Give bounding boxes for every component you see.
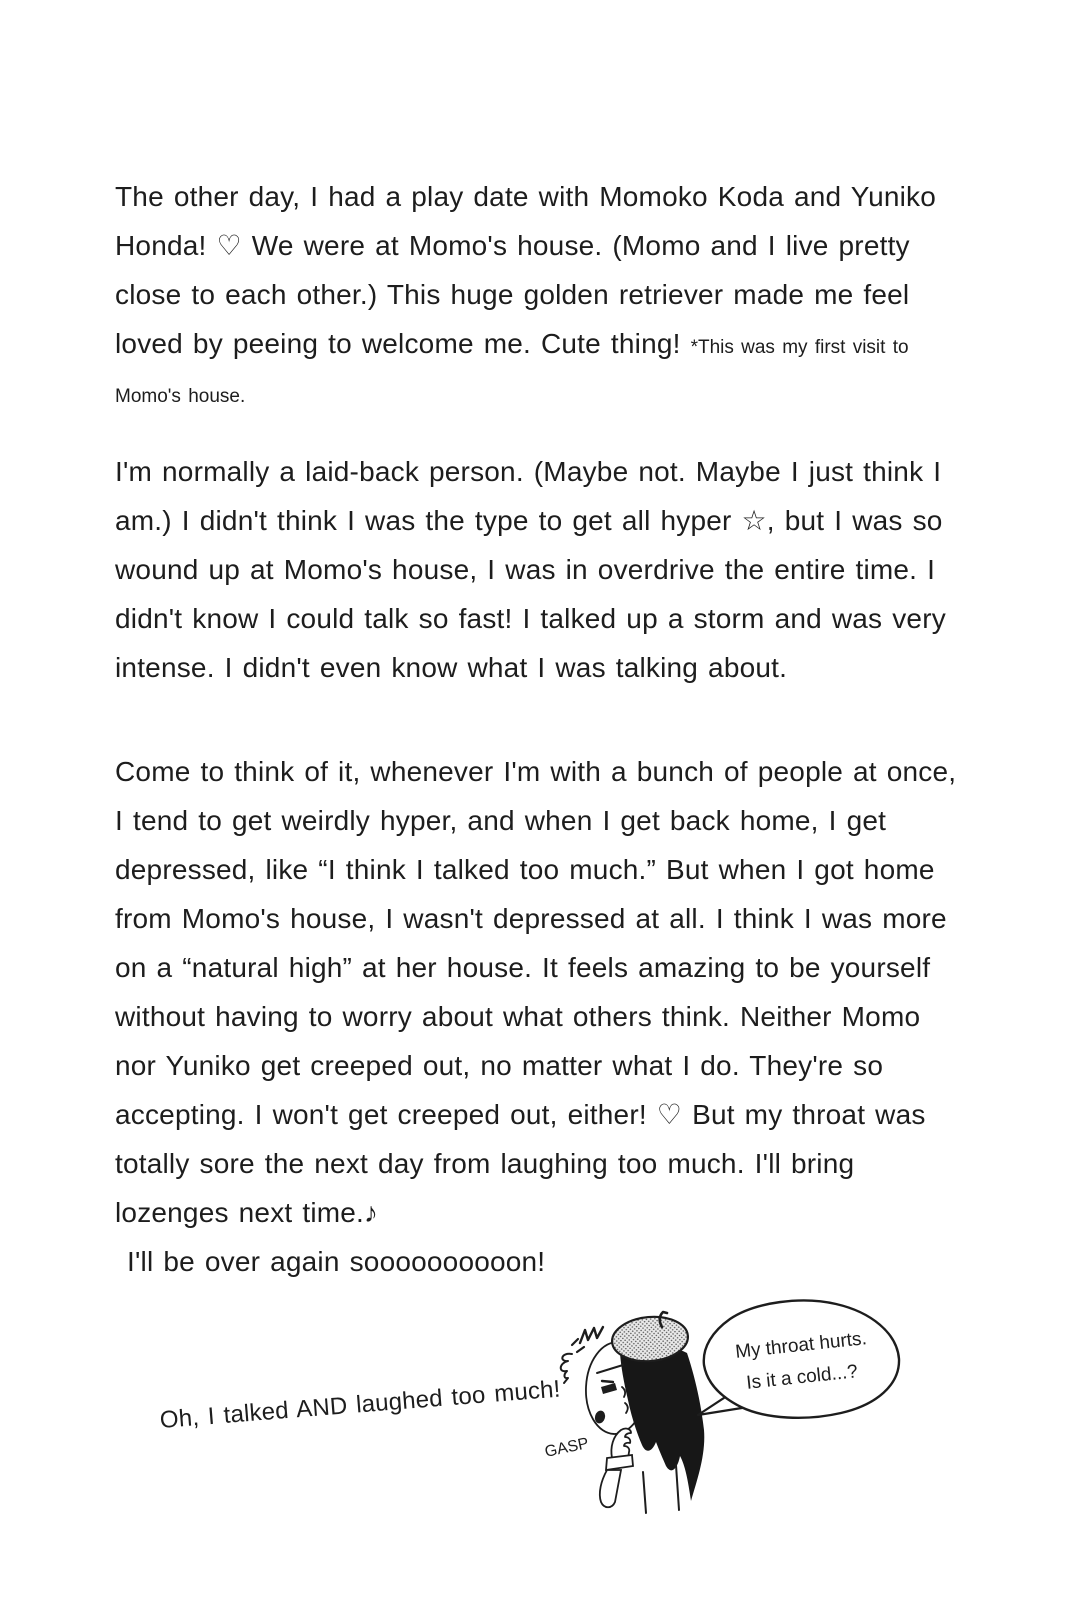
text-line [115,894,956,943]
body-text: intense. I didn't even know what I was talking about. [115,652,788,683]
body-text: accepting. I won't get creeped out, either! ♡ But my throat was [115,1099,926,1130]
text-line [115,221,936,270]
bubble-line-2: Is it a cold...? [745,1361,859,1394]
sleeve-cuff [606,1455,633,1470]
text-line [115,943,956,992]
text-line [115,172,936,221]
girl-illustration [540,1295,920,1540]
body-text: Come to think of it, whenever I'm with a bunch of people at once, [115,756,957,787]
body-text: on a “natural high” at her house. It feels amazing to be yourself [115,952,931,983]
gasp-label: GASP [543,1435,591,1461]
paragraph-laid-back [115,447,946,692]
bubble-line-1: My throat hurts. [734,1328,868,1363]
body-text: totally sore the next day from laughing too much. I'll bring [115,1148,855,1179]
body-text: nor Yuniko get creeped out, no matter what I do. They're so [115,1050,884,1081]
body-text: Honda! ♡ We were at Momo's house. (Momo and I live pretty [115,230,910,261]
text-line [115,447,946,496]
girl-eyelid [602,1381,613,1382]
girl-arm [600,1470,621,1507]
footnote-text: Momo's house. [115,386,246,407]
text-line [115,796,956,845]
text-line [115,1041,956,1090]
speech-bubble [704,1300,899,1417]
text-line [115,270,936,319]
gasp-squiggle-icon [561,1354,572,1383]
body-text: wound up at Momo's house, I was in overdrive the entire time. I [115,554,936,585]
body-text: depressed, like “I think I talked too much.” But when I got home [115,854,935,885]
text-line [115,545,946,594]
torso-line-right [676,1465,679,1510]
footnote-text: *This was my first visit to [690,337,909,358]
text-line [115,319,936,368]
body-text: I'm normally a laid-back person. (Maybe not. Maybe I just think I [115,456,942,487]
body-text: from Momo's house, I wasn't depressed at all. I think I was more [115,903,947,934]
body-text: without having to worry about what others think. Neither Momo [115,1001,921,1032]
body-text: am.) I didn't think I was the type to get all hyper ☆, but I was so [115,505,943,536]
body-text: lozenges next time.♪ [115,1197,379,1228]
text-line [115,1237,956,1286]
body-text: close to each other.) This huge golden retriever made me feel [115,279,910,310]
body-text: I tend to get weirdly hyper, and when I get back home, I get [115,805,887,836]
paragraph-play-date [115,172,936,417]
tremble-tick-icon [572,1339,584,1352]
text-line [115,1090,956,1139]
text-line [115,845,956,894]
body-text: I'll be over again soooooooooon! [127,1246,546,1277]
text-line [115,1139,956,1188]
text-line [115,594,946,643]
slanted-caption: Oh, I talked AND laughed too much! [158,1375,562,1434]
text-line [115,992,956,1041]
body-text: didn't know I could talk so fast! I talked up a storm and was very [115,603,946,634]
body-text: loved by peeing to welcome me. Cute thing! [115,328,691,359]
paragraph-hyper [115,747,956,1286]
text-line [115,1188,956,1237]
torso-line-left [643,1472,646,1513]
text-line [115,643,946,692]
tremble-squiggle-icon [580,1327,603,1343]
text-line [115,496,946,545]
body-text: The other day, I had a play date with Momoko Koda and Yuniko [115,181,937,212]
text-line [115,368,936,417]
text-line [115,747,956,796]
